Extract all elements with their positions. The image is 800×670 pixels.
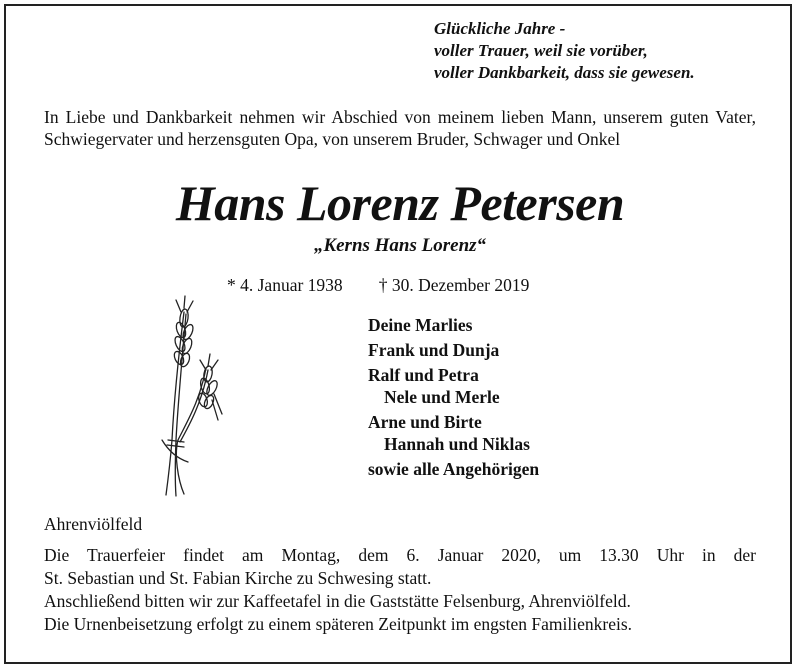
ceremony-line: Die Trauerfeier findet am Montag, dem 6. Januar 2020, um 13.30 Uhr in der [44, 545, 756, 565]
family-list [368, 314, 539, 483]
family-sub: Nele und Merle [384, 387, 500, 407]
family-entry [368, 411, 539, 455]
deceased-name: Hans Lorenz Petersen [175, 175, 625, 231]
ceremony-line: Anschließend bitten wir zur Kaffeetafel in die Gaststätte Felsenburg, Ahrenviölfeld. [44, 591, 631, 611]
motto-line: voller Trauer, weil sie vorüber, [434, 41, 648, 60]
wheat-ears-icon [148, 290, 228, 500]
family-entry [368, 458, 539, 480]
ceremony-line: St. Sebastian und St. Fabian Kirche zu Schwesing statt. [44, 568, 432, 588]
birth-date: * 4. Januar 1938 [227, 275, 343, 295]
family-main: Frank und Dunja [368, 340, 500, 360]
motto-line: voller Dankbarkeit, dass sie gewesen. [434, 63, 695, 82]
place-name: Ahrenviölfeld [44, 514, 143, 534]
family-main: Arne und Birte [368, 412, 482, 432]
family-entry [368, 339, 539, 361]
death-date: † 30. Dezember 2019 [378, 275, 530, 295]
family-entry [368, 364, 539, 408]
family-entry [368, 314, 539, 336]
deceased-nickname: „Kerns Hans Lorenz“ [313, 235, 487, 256]
motto-line: Glückliche Jahre - [434, 19, 566, 38]
family-main: Ralf und Petra [368, 365, 479, 385]
family-sub: Hannah und Niklas [384, 434, 530, 454]
ceremony-line: Die Urnenbeisetzung erfolgt zu einem späteren Zeitpunkt im engsten Familienkreis. [44, 614, 633, 634]
life-dates [227, 274, 529, 296]
family-main: Deine Marlies [368, 315, 473, 335]
motto [434, 18, 695, 84]
family-main: sowie alle Angehörigen [368, 459, 540, 479]
intro-text: In Liebe und Dankbarkeit nehmen wir Abschied von meinem lieben Mann, unserem guten Vater, Schwiegervater und herzensguten Opa, von unserem Bruder, Schwager und Onkel [44, 107, 756, 149]
ceremony-info [44, 544, 756, 636]
